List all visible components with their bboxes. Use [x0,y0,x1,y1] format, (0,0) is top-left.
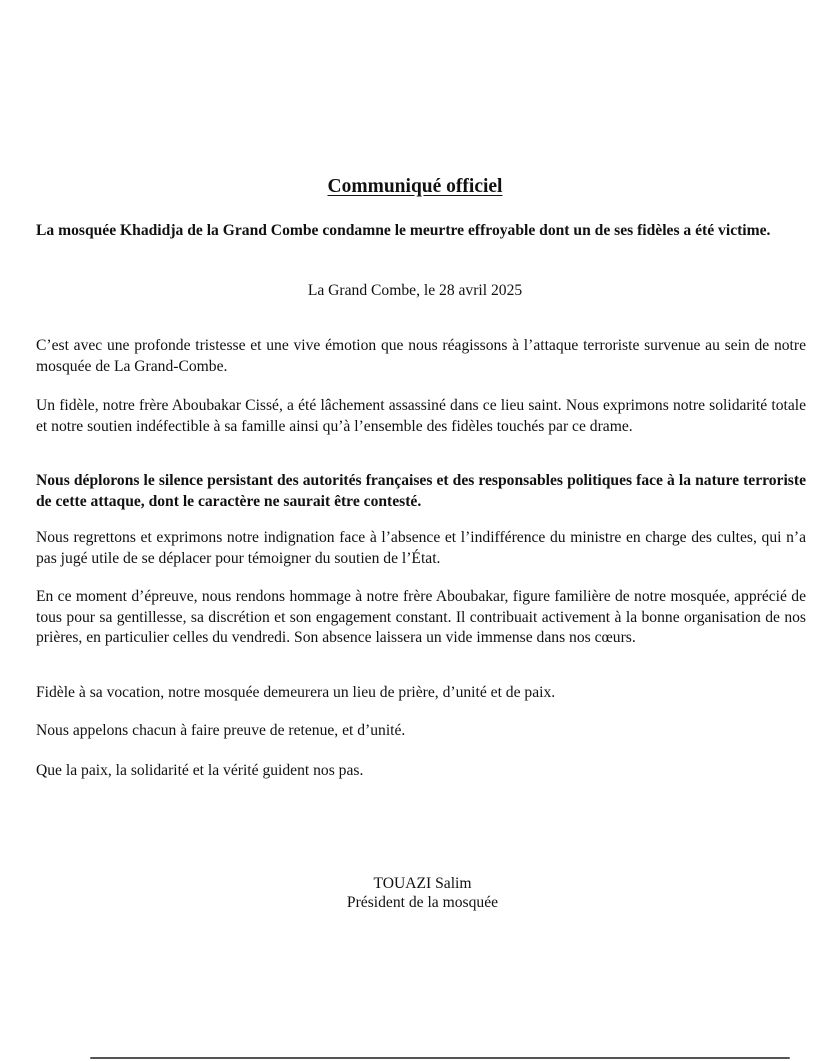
page-title: Communiqué officiel [327,176,503,197]
paragraph-7: Nous appelons chacun à faire preuve de retenue, et d’unité. [36,722,406,739]
paragraph-8: Que la paix, la solidarité et la vérité guident nos pas. [36,762,364,779]
paragraph-6: Fidèle à sa vocation, notre mosquée demeurera un lieu de prière, d’unité et de paix. [36,684,556,701]
paragraph-3: Nous déplorons le silence persistant des autorités françaises et des responsables politiques face à la nature terroriste de cette attaque, dont le caractère ne saurait être contesté. [36,472,806,510]
paragraph-4: Nous regrettons et exprimons notre indignation face à l’absence et l’indifférence du ministre en charge des cultes, qui n’a pas jugé utile de se déplacer pour témoigner du soutien de l’État. [36,529,806,567]
place-date: La Grand Combe, le 28 avril 2025 [307,282,523,299]
signature-role: Président de la mosquée [346,894,499,911]
paragraph-1: C’est avec une profonde tristesse et une vive émotion que nous réagissons à l’attaque terroriste survenue au sein de notre mosquée de La Grand-Combe. [36,337,806,375]
paragraph-5: En ce moment d’épreuve, nous rendons hommage à notre frère Aboubakar, figure familière de notre mosquée, apprécié de tous pour sa gentillesse, sa discrétion et son engagement constant. Il contribuait activement à la bonne organisation de nos prières, en particulier celles du vendredi. Son absence laissera un vide immense dans nos cœurs. [36,588,806,646]
paragraph-2: Un fidèle, notre frère Aboubakar Cissé, a été lâchement assassiné dans ce lieu saint. Nous exprimons notre solidarité totale et notre soutien indéfectible à sa famille ainsi qu’à l’ensemble des fidèles touchés par ce drame. [36,397,806,435]
bottom-divider [90,1057,790,1059]
signature-name: TOUAZI Salim [373,875,472,892]
subtitle: La mosquée Khadidja de la Grand Combe condamne le meurtre effroyable dont un de ses fidèles a été victime. [36,222,771,239]
